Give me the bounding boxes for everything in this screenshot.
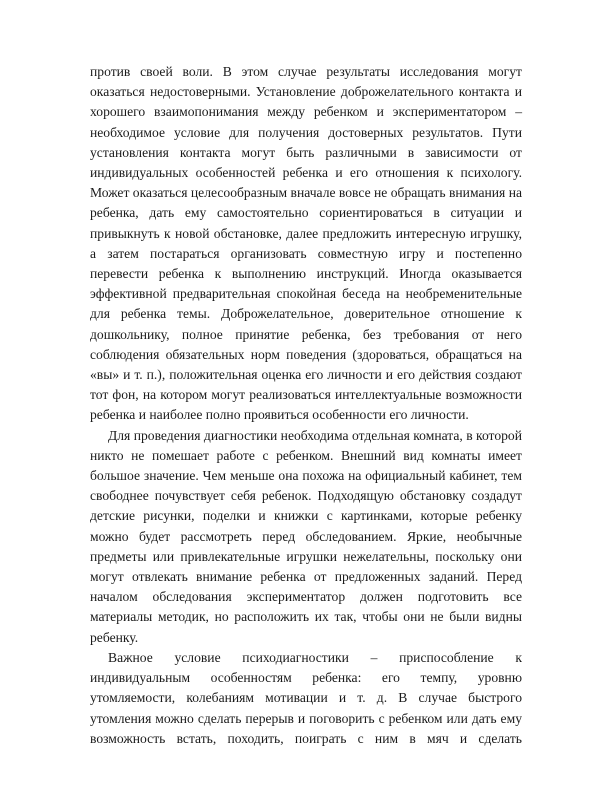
paragraph-contact: против своей воли. В этом случае результаты исследования могут оказаться недостоверными. Установление доброжелательного контакта и хорошего взаимопонимания между ребенком и экспериментатором – необходимое условие для получения достоверных результатов. Пути установления контакта могут быть различными в зависимости от индивидуальных особенностей ребенка и его отношения к психологу. Может оказаться целесообразным вначале вовсе не обращать внимания на ребенка, дать ему самостоятельно сориентироваться в ситуации и привыкнуть к новой обстановке, далее предложить интересную игрушку, а затем постараться организовать совместную игру и постепенно перевести ребенка к выполнению инструкций. Иногда оказывается эффективной предварительная спокойная беседа на необременительные для ребенка темы. Доброжелательное, доверительное отношение к дошкольнику, полное принятие ребенка, без требования от него соблюдения обязательных норм поведения (здороваться, обращаться на «вы» и т. п.), положительная оценка его личности и его действия создают тот фон, на котором могут реализоваться интеллектуальные возможности ребенка и наиболее полно проявиться особенности его личности.: [90, 64, 522, 423]
paragraph-adaptation: Важное условие психодиагностики – приспособление к индивидуальным особенностям ребенка: его темпу, уровню утомляемости, колебаниям мотивации и т. д. В случае быстрого утомления можно сделать перерыв и поговорить с ребенком или дать ему возможность встать, походить, поиграть с ним в мяч и сделать: [90, 649, 522, 746]
body-text: [90, 62, 522, 749]
paragraph-room: Для проведения диагностики необходима отдельная комната, в которой никто не помешает работе с ребенком. Внешний вид комнаты имеет большое значение. Чем меньше она похожа на официальный кабинет, тем свободнее почувствует себя ребенок. Подходящую обстановку создадут детские рисунки, поделки и книжки с картинками, которые ребенку можно будет рассмотреть перед обследованием. Яркие, необычные предметы или привлекательные игрушки нежелательны, поскольку они могут отвлекать внимание ребенка от предложенных заданий. Перед началом обследования экспериментатор должен подготовить все материалы методик, но расположить их так, чтобы они не были видны ребенку.: [90, 427, 522, 645]
